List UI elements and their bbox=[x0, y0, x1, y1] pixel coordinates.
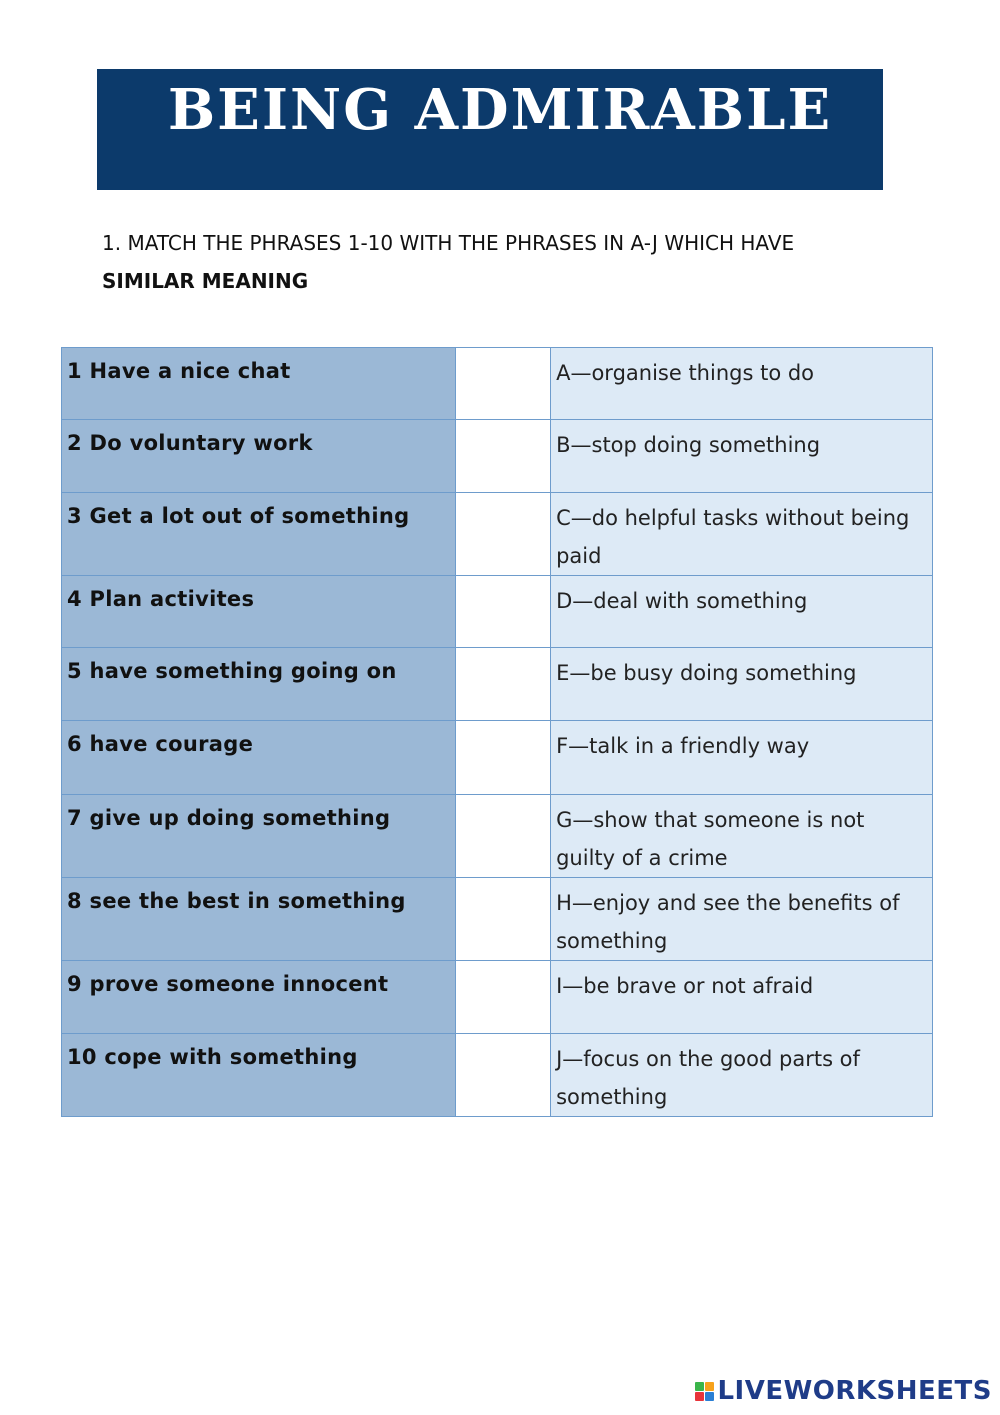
phrase-cell bbox=[62, 1034, 456, 1117]
phrase-text: 4 Plan activites bbox=[67, 587, 255, 611]
instructions-line-2: SIMILAR MEANING bbox=[102, 269, 309, 293]
answer-cell[interactable] bbox=[455, 348, 550, 420]
meaning-text: F—talk in a friendly way bbox=[556, 734, 810, 758]
table-row bbox=[62, 348, 933, 420]
table-row bbox=[62, 648, 933, 721]
answer-cell[interactable] bbox=[455, 721, 550, 795]
phrase-text: 3 Get a lot out of something bbox=[67, 504, 410, 528]
phrase-cell bbox=[62, 420, 456, 493]
table-row bbox=[62, 721, 933, 795]
answer-cell[interactable] bbox=[455, 493, 550, 576]
answer-input[interactable] bbox=[456, 348, 550, 373]
phrase-cell bbox=[62, 576, 456, 648]
table-row bbox=[62, 493, 933, 576]
meaning-cell bbox=[551, 420, 933, 493]
meaning-text: A—organise things to do bbox=[556, 361, 815, 385]
phrase-text: 8 see the best in something bbox=[67, 889, 406, 913]
matching-table bbox=[61, 347, 933, 1117]
answer-input[interactable] bbox=[456, 576, 550, 601]
answer-input[interactable] bbox=[456, 648, 550, 673]
phrase-cell bbox=[62, 795, 456, 878]
phrase-cell bbox=[62, 493, 456, 576]
phrase-cell bbox=[62, 721, 456, 795]
meaning-cell bbox=[551, 1034, 933, 1117]
meaning-text: I—be brave or not afraid bbox=[556, 974, 814, 998]
answer-cell[interactable] bbox=[455, 420, 550, 493]
meaning-cell bbox=[551, 348, 933, 420]
meaning-text: B—stop doing something bbox=[556, 433, 821, 457]
answer-cell[interactable] bbox=[455, 878, 550, 961]
meaning-cell bbox=[551, 878, 933, 961]
liveworksheets-logo-icon bbox=[695, 1382, 714, 1401]
answer-input[interactable] bbox=[456, 721, 550, 746]
phrase-text: 6 have courage bbox=[67, 732, 254, 756]
answer-input[interactable] bbox=[456, 878, 550, 903]
page-title: BEING ADMIRABLE bbox=[167, 77, 833, 143]
liveworksheets-logo[interactable] bbox=[695, 1375, 992, 1407]
answer-input[interactable] bbox=[456, 420, 550, 445]
table-row bbox=[62, 795, 933, 878]
meaning-cell bbox=[551, 648, 933, 721]
table-row bbox=[62, 1034, 933, 1117]
answer-input[interactable] bbox=[456, 493, 550, 518]
table-row bbox=[62, 961, 933, 1034]
meaning-text: J—focus on the good parts of something bbox=[556, 1047, 860, 1109]
answer-cell[interactable] bbox=[455, 795, 550, 878]
instructions bbox=[102, 224, 922, 300]
instructions-line-1: 1. MATCH THE PHRASES 1-10 WITH THE PHRASES IN A-J WHICH HAVE bbox=[102, 231, 795, 255]
phrase-text: 9 prove someone innocent bbox=[67, 972, 389, 996]
meaning-text: D—deal with something bbox=[556, 589, 808, 613]
answer-cell[interactable] bbox=[455, 961, 550, 1034]
phrase-text: 1 Have a nice chat bbox=[67, 359, 291, 383]
meaning-cell bbox=[551, 961, 933, 1034]
table-row bbox=[62, 420, 933, 493]
phrase-text: 2 Do voluntary work bbox=[67, 431, 313, 455]
meaning-text: G—show that someone is not guilty of a crime bbox=[556, 808, 865, 870]
answer-cell[interactable] bbox=[455, 576, 550, 648]
answer-cell[interactable] bbox=[455, 1034, 550, 1117]
logo-text: LIVEWORKSHEETS bbox=[717, 1376, 992, 1406]
answer-input[interactable] bbox=[456, 795, 550, 820]
phrase-cell bbox=[62, 648, 456, 721]
answer-cell[interactable] bbox=[455, 648, 550, 721]
answer-input[interactable] bbox=[456, 1034, 550, 1059]
meaning-text: C—do helpful tasks without being paid bbox=[556, 506, 910, 568]
phrase-cell bbox=[62, 961, 456, 1034]
meaning-text: H—enjoy and see the benefits of something bbox=[556, 891, 900, 953]
phrase-text: 10 cope with something bbox=[67, 1045, 358, 1069]
phrase-text: 7 give up doing something bbox=[67, 806, 391, 830]
table-row bbox=[62, 576, 933, 648]
phrase-text: 5 have something going on bbox=[67, 659, 397, 683]
phrase-cell bbox=[62, 348, 456, 420]
phrase-cell bbox=[62, 878, 456, 961]
meaning-cell bbox=[551, 795, 933, 878]
meaning-cell bbox=[551, 576, 933, 648]
meaning-text: E—be busy doing something bbox=[556, 661, 857, 685]
meaning-cell bbox=[551, 721, 933, 795]
answer-input[interactable] bbox=[456, 961, 550, 986]
meaning-cell bbox=[551, 493, 933, 576]
table-row bbox=[62, 878, 933, 961]
